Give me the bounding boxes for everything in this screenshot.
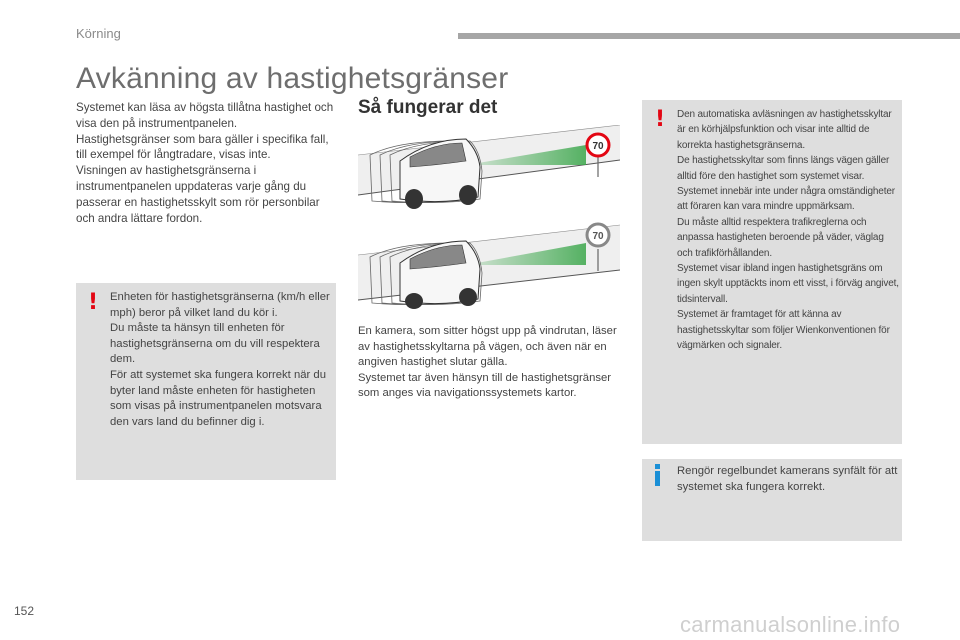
- warning-icon: !: [88, 290, 99, 315]
- section-label: Körning: [76, 26, 121, 41]
- scene-bottom: [358, 224, 620, 309]
- watermark: carmanualsonline.info: [680, 612, 901, 637]
- scene-top: [358, 125, 620, 209]
- header-bar: [458, 33, 960, 39]
- info-note-text: Rengör regelbundet kamerans synfält för att systemet ska fungera korrekt.: [677, 465, 898, 493]
- section-heading: Så fungerar det: [358, 97, 498, 118]
- page-title: Avkänning av hastighetsgränser: [76, 62, 509, 95]
- warning-note-text: Enheten för hastighetsgränserna (km/h eller mph) beror på vilket land du kör i. Du måste ta hänsyn till enheten för hastighetsgränserna om du vill respektera dem. För att systemet ska fungera korrekt när du byter land måste enheten för hastigheten som visas på instrumentpanelen motsvara den vars land du befinner dig i.: [110, 291, 330, 428]
- camera-paragraph: En kamera, som sitter högst upp på vindrutan, läser av hastighetsskyltarna på vägen, och även när en angiven hastighet slutar gälla. Systemet tar även hänsyn till de hastighetsgränser som anges via navigationssystemets kartor.: [358, 325, 617, 400]
- intro-paragraph: Systemet kan läsa av högsta tillåtna hastighet och visa den på instrumentpanelen. Hastighetsgränser som bara gäller i specifika fall, till exempel för långtradare, visas inte. Visningen av hastighetsgränserna i instrumentpanelen uppdateras varje gång du passerar en hastighetsskylt som rör personbilar och andra lättare fordon.: [76, 101, 334, 225]
- info-icon: [653, 464, 662, 486]
- speed-sign-bottom-value: 70: [592, 231, 604, 242]
- warning-icon: !: [655, 107, 666, 132]
- camera-illustration: [358, 125, 620, 310]
- caution-note-text: Den automatiska avläsningen av hastighetsskyltar är en körhjälpsfunktion och visar inte alltid de korrekta hastighetsgränserna. De hastighetsskyltar som finns längs vägen gäller alltid före den hastighet som systemet visar. Systemet innebär inte under några omständigheter att föraren kan vara mindre uppmärksam. Du måste alltid respektera trafikreglerna och anpassa hastigheten beroende på väder, väglag och trafikförhållanden. Systemet visar ibland ingen hastighetsgräns om ingen skylt upptäckts inom ett visst, i förväg angivet, tidsintervall. Systemet är framtaget för att känna av hastighetsskyltar som följer Wienkonventionen för vägmärken och signaler.: [677, 109, 899, 352]
- speed-sign-top-value: 70: [592, 141, 604, 152]
- page-number: 152: [14, 604, 35, 618]
